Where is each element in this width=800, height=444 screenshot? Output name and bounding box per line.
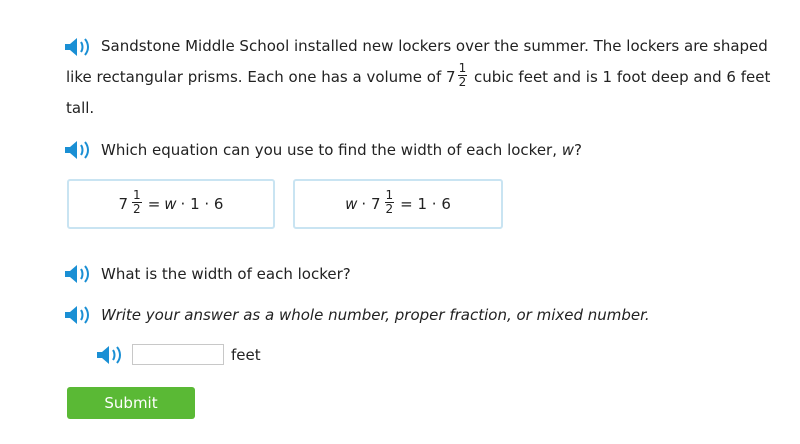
choice-1-fraction <box>132 189 142 216</box>
choice-1-expression <box>118 187 224 218</box>
choice-1-equals: = <box>147 195 161 213</box>
instruction-text: Write your answer as a whole number, proper fraction, or mixed number. <box>101 306 650 324</box>
choice-2-numerator: 1 <box>385 187 394 202</box>
question-1-text: Which equation can you use to find the width of each locker, <box>101 141 562 159</box>
choice-2-denominator: 2 <box>385 201 394 216</box>
choice-2-rhs: = 1 · 6 <box>400 195 451 213</box>
question-1 <box>101 135 800 166</box>
intro-text-2b: cubic feet and is 1 foot deep and 6 feet <box>469 68 771 86</box>
speaker-icon[interactable] <box>64 305 92 325</box>
question-2 <box>101 259 800 290</box>
choice-1-whole: 7 <box>118 195 129 213</box>
choice-1-numerator: 1 <box>133 187 141 202</box>
intro-line-2 <box>66 62 786 93</box>
answer-input[interactable] <box>132 344 224 365</box>
intro-text-3: tall. <box>66 99 95 117</box>
instruction <box>101 300 800 331</box>
choice-2-expression <box>345 187 451 218</box>
question-1-variable: w <box>561 141 575 159</box>
choice-2-lhs: · 7 <box>361 195 381 213</box>
intro-line-1 <box>101 31 791 62</box>
speaker-icon[interactable] <box>64 140 92 160</box>
answer-unit: feet <box>231 346 261 364</box>
intro-text-2a: like rectangular prisms. Each one has a volume of 7 <box>66 68 456 86</box>
speaker-icon[interactable] <box>96 345 124 365</box>
choice-1-variable: w <box>164 195 177 213</box>
question-2-text: What is the width of each locker? <box>101 265 351 283</box>
choice-2-variable: w <box>345 195 358 213</box>
choice-2-fraction <box>385 189 395 216</box>
speaker-icon[interactable] <box>64 264 92 284</box>
intro-line-3 <box>66 93 786 124</box>
choice-1-rhs: · 1 · 6 <box>180 195 224 213</box>
speaker-icon[interactable] <box>64 37 92 57</box>
choice-equation-1[interactable] <box>67 179 275 229</box>
intro-text-1: Sandstone Middle School installed new lockers over the summer. The lockers are shaped <box>101 37 768 55</box>
choice-1-denominator: 2 <box>133 201 141 216</box>
volume-fraction-numerator: 1 <box>458 61 467 75</box>
volume-fraction <box>458 62 468 89</box>
volume-fraction-denominator: 2 <box>458 75 467 89</box>
question-1-end: ? <box>574 141 583 159</box>
choice-equation-2[interactable] <box>293 179 503 229</box>
submit-button[interactable]: Submit <box>67 387 195 419</box>
